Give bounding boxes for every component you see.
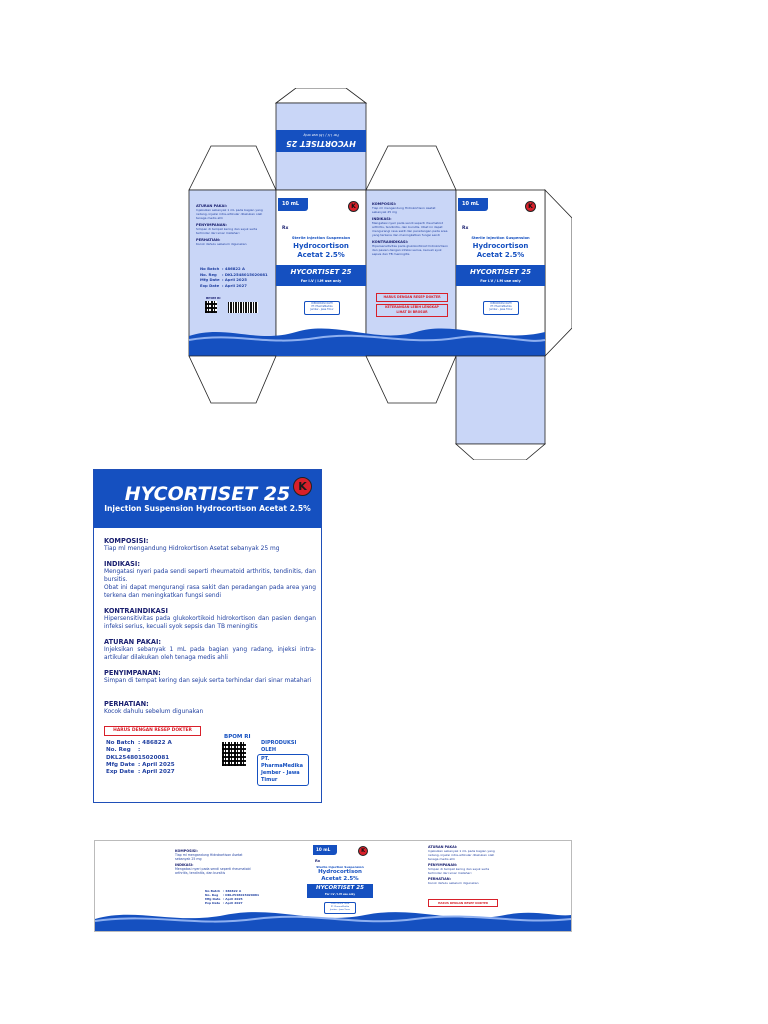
glue-flap <box>545 190 572 356</box>
top-flap-tuck <box>276 88 366 103</box>
side-left-qr-code <box>205 301 217 313</box>
front-left-route: For I.V / I.M use only <box>300 279 342 283</box>
front-right-name2: Acetat 2.5% <box>476 251 525 259</box>
side-right-text <box>372 191 450 256</box>
insert-penyimpanan: PENYIMPANAN: Simpan di tempat kering dan sejuk serta terhindar dari sinar matahari <box>104 669 312 684</box>
insert-perhatian: PERHATIAN: Kocok dahulu sebelum digunakan <box>104 700 204 715</box>
bottom-flap <box>456 356 545 444</box>
front-right-brand: HYCORTISET 25 <box>470 268 531 276</box>
front-left-name2: Acetat 2.5% <box>297 251 345 259</box>
side-right-indikasi-title: INDIKASI: <box>372 217 392 221</box>
insert-aturan: ATURAN PAKAI: Injeksikan sebanyak 1 mL pada bagian yang radang, injeksi intra-artikular dilakukan oleh tenaga medis ahli <box>104 638 316 661</box>
top-flap-route: For I.V / I.M use only <box>303 133 339 137</box>
top-flap-brand-bar <box>276 130 366 152</box>
label-right-text: ATURAN PAKAI: Injeksikan sebanyak 1 mL pada bagian yang radang, injeksi intra-artikular dilakukan oleh tenaga medis ahli PENYIMPANAN: Simpan di tempat kering dan sejuk serta terhindar dari sinar matahari PERHATIAN: Kocok dahulu sebelum digunakan <box>428 845 495 885</box>
side-right-komposisi-title: KOMPOSISI: <box>372 202 397 206</box>
side-left-perhatian-title: PERHATIAN: <box>196 238 221 242</box>
insert-bpom: BPOM RI <box>224 734 251 740</box>
label-volume-tab: 10 mL <box>313 845 337 855</box>
left-dust-flap-top <box>189 146 276 190</box>
top-flap-brand: HYCORTISET 25 <box>286 139 356 148</box>
side-left-batch-info: No Batch : 486822 A No. Reg : DKL2548015020081 Mfg Date : April 2025 Exp Date : April 2027 <box>200 266 268 288</box>
label-rx: Rx <box>315 859 321 863</box>
side-left-barcode <box>228 302 258 313</box>
front-left-volume: 10 mL <box>282 201 300 207</box>
box-dieline <box>186 88 572 460</box>
side-left-bpom: BPOM RI <box>206 296 221 300</box>
front-left-brand: HYCORTISET 25 <box>290 268 352 276</box>
insert-producer: DIPRODUKSI OLEH PT. PharmaMedika Jember - Jawa Timur <box>257 740 309 786</box>
side-left-aturan-title: ATURAN PAKAI: <box>196 204 228 208</box>
side-left-aturan-text: Injeksikan sebanyak 1 mL pada bagian yang radang, injeksi intra-artikular dilakukan oleh tenaga medis ahli <box>196 208 263 220</box>
front-left-brand-bar <box>276 265 366 286</box>
label-k-mark: K <box>358 846 368 856</box>
side-right-kontra-title: KONTRAINDIKASI: <box>372 240 409 244</box>
insert-qr-code <box>222 742 246 766</box>
front-right-volume: 10 mL <box>462 201 480 207</box>
front-left-producer: DIPRODUKSI OLEH PT. PharmaMedika Jember - Jawa Timur <box>304 301 340 315</box>
side-left-penyimpanan-text: Simpan di tempat kering dan sejuk serta terhindar dari sinar matahari <box>196 227 258 235</box>
front-right-brand-bar <box>456 265 545 286</box>
front-right-rx: Rx <box>462 226 469 231</box>
front-left-sterile: Sterile Injection Suspension <box>291 236 351 240</box>
insert-subtitle: Injection Suspension Hydrocortison Acetat 2.5% <box>104 504 311 513</box>
front-left-volume-tab <box>278 198 308 211</box>
package-insert <box>93 469 322 803</box>
label-batch-info: No Batch : 486822 A No. Reg : DKL2548015020081 Mfg Date : April 2025 Exp Date : April 2027 <box>205 889 260 905</box>
label-wave-band <box>95 912 571 931</box>
side-right-red-box-2: KETERANGAN LEBIH LENGKAP LIHAT DI BROSUR <box>376 304 448 317</box>
front-right-producer: DIPRODUKSI OLEH PT. PharmaMedika Jember - Jawa Timur <box>483 301 519 315</box>
front-right-k-mark: K <box>525 201 536 212</box>
bottle-label <box>94 840 572 932</box>
label-producer: DIPRODUKSI OLEH PT. PharmaMedika Jember - Jawa Timur <box>324 902 356 914</box>
front-right-volume-tab <box>458 198 488 211</box>
insert-batch-info: No Batch : 486822 A No. Reg : DKL2548015020081 Mfg Date : April 2025 Exp Date : April 2027 <box>106 740 175 776</box>
label-brand-bar: HYCORTISET 25 For I.V / I.M use only <box>307 884 373 898</box>
label-sterile: Sterile Injection Suspension <box>316 865 364 869</box>
side-right-red-box-1: HARUS DENGAN RESEP DOKTER <box>376 293 448 302</box>
right-dust-flap-top <box>366 146 456 190</box>
side-right-komposisi-text: Tiap ml mengandung Hidrokortison Asetat sebanyak 25 mg <box>372 206 436 214</box>
front-left-name1: Hydrocortison <box>293 242 349 250</box>
label-name1: Hydrocortison <box>318 869 362 875</box>
bottom-dust-flap-mid <box>366 356 456 403</box>
side-right-kontra-text: Hipersensitivitas pada glukokortikoid hidrokortison dan pasien dengan infeksi serius, kecuali syok sepsis dan TB meningitis <box>372 244 448 256</box>
insert-kontraindikasi: KONTRAINDIKASI Hipersensitivitas pada glukokortikoid hidrokortison dan pasien dengan infeksi serius, kecuali syok sepsis dan TB meningitis <box>104 607 316 630</box>
front-right-sterile: Sterile Injection Suspension <box>471 236 530 240</box>
label-name2: Acetat 2.5% <box>321 876 359 882</box>
insert-red-box: HARUS DENGAN RESEP DOKTER <box>104 726 201 736</box>
label-red-box: HARUS DENGAN RESEP DOKTER <box>428 899 498 907</box>
bottom-flap-tuck <box>456 444 545 460</box>
label-left-text: KOMPOSISI: Tiap ml mengandung Hidrokortison Asetat sebanyak 25 mg INDIKASI: Mengatasi nyeri pada sendi seperti rheumatoid arthritis, tendinitis, dan bursitis <box>175 849 251 875</box>
front-left-rx: Rx <box>282 226 289 231</box>
insert-indikasi: INDIKASI: Mengatasi nyeri pada sendi seperti rheumatoid arthritis, tendinitis, dan bursitis. Obat ini dapat mengurangi rasa sakit dan peradangan pada area yang terkena dan meningkatkan fungsi sendi <box>104 560 316 599</box>
insert-komposisi: KOMPOSISI: Tiap ml mengandung Hidrokortison Asetat sebanyak 25 mg <box>104 537 280 552</box>
side-left-penyimpanan-title: PENYIMPANAN: <box>196 223 227 227</box>
side-left-perhatian-text: Kocok dahulu sebelum digunakan <box>196 242 247 246</box>
side-right-indikasi-text: Mengatasi nyeri pada sendi seperti rheumatoid arthritis, tendinitis, dan bursitis. Obat ini dapat mengurangi rasa sakit dan peradangan pada area yang terkena dan meningkatkan fungsi sendi <box>372 221 448 237</box>
side-left-text <box>196 204 270 246</box>
front-right-route: For I.V / I.M use only <box>480 279 521 283</box>
front-right-name1: Hydrocortison <box>472 242 529 250</box>
insert-k-mark: K <box>293 477 312 496</box>
front-left-k-mark: K <box>348 201 359 212</box>
insert-brand: HYCORTISET 25 <box>124 483 291 505</box>
bottom-dust-flap-left <box>189 356 276 403</box>
